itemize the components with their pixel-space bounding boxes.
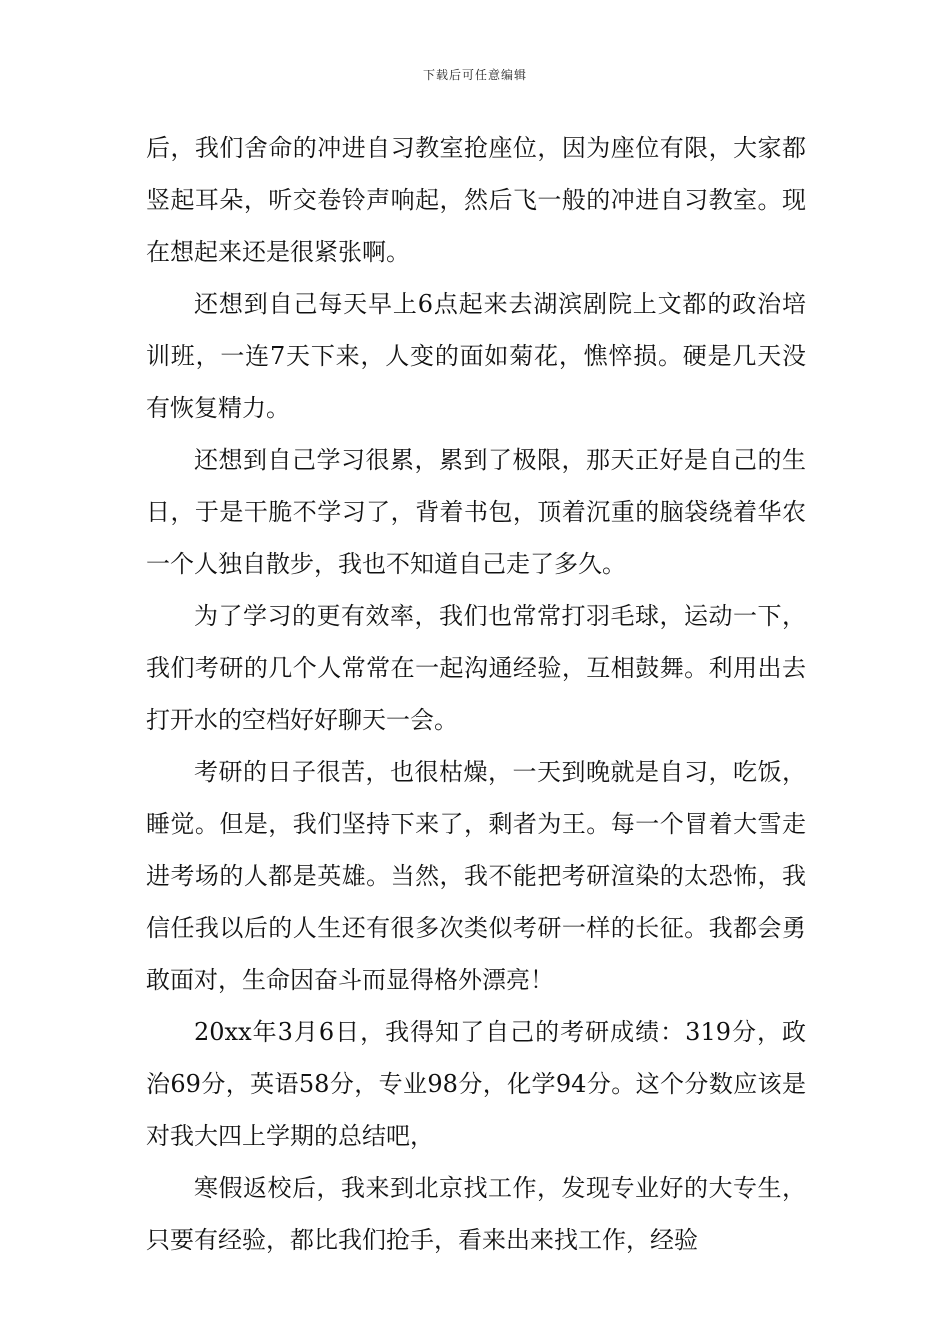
paragraph-1: 后，我们舍命的冲进自习教室抢座位，因为座位有限，大家都竖起耳朵，听交卷铃声响起，然后飞一般的冲进自习教室。现在想起来还是很紧张啊。 bbox=[146, 134, 806, 266]
paragraph-4: 为了学习的更有效率，我们也常常打羽毛球，运动一下，我们考研的几个人常常在一起沟通经验，互相鼓舞。利用出去打开水的空档好好聊天一会。 bbox=[146, 602, 806, 734]
paragraph-6: 20xx年3月6日，我得知了自己的考研成绩：319分，政治69分，英语58分，专业98分，化学94分。这个分数应该是对我大四上学期的总结吧， bbox=[146, 1018, 806, 1150]
header-note: 下载后可任意编辑 bbox=[422, 68, 527, 82]
document-body bbox=[146, 122, 806, 1266]
paragraph-5: 考研的日子很苦，也很枯燥，一天到晚就是自习，吃饭，睡觉。但是，我们坚持下来了，剩者为王。每一个冒着大雪走进考场的人都是英雄。当然，我不能把考研渲染的太恐怖，我信任我以后的人生还有很多次类似考研一样的长征。我都会勇敢面对，生命因奋斗而显得格外漂亮！ bbox=[146, 758, 806, 994]
paragraph-3: 还想到自己学习很累，累到了极限，那天正好是自己的生日，于是干脆不学习了，背着书包，顶着沉重的脑袋绕着华农一个人独自散步，我也不知道自己走了多久。 bbox=[146, 446, 806, 578]
paragraph-7: 寒假返校后，我来到北京找工作，发现专业好的大专生，只要有经验，都比我们抢手，看来出来找工作，经验 bbox=[146, 1174, 806, 1254]
paragraph-2: 还想到自己每天早上6点起来去湖滨剧院上文都的政治培训班，一连7天下来，人变的面如菊花，憔悴损。硬是几天没有恢复精力。 bbox=[146, 290, 806, 422]
